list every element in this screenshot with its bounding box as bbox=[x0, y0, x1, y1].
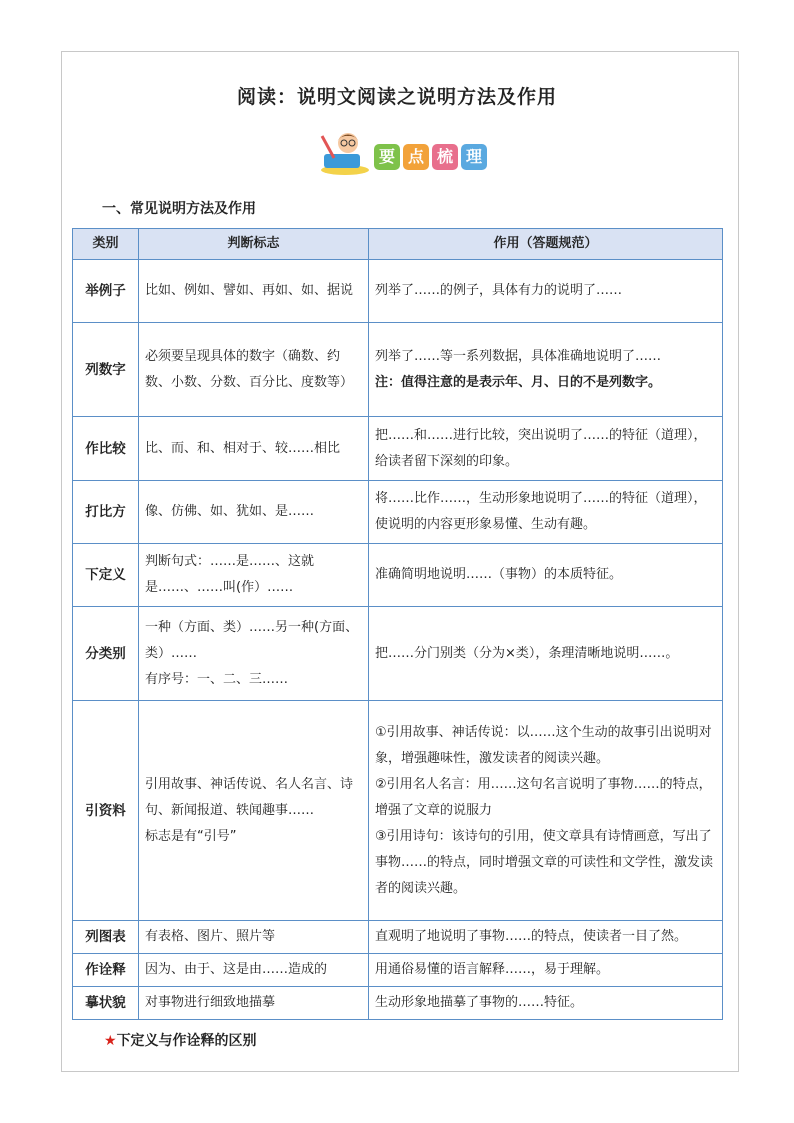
method-effect bbox=[369, 607, 723, 701]
effect-text: 把……分门别类（分为×类），条理清晰地说明……。 bbox=[375, 645, 679, 661]
method-markers bbox=[139, 481, 369, 544]
method-markers bbox=[139, 921, 369, 954]
method-effect bbox=[369, 544, 723, 607]
header-effect: 作用（答题规范） bbox=[369, 229, 723, 260]
marker-text: 对事物进行细致地描摹 bbox=[145, 995, 276, 1010]
table-row bbox=[73, 701, 723, 921]
effect-text: 列举了……的例子，具体有力的说明了…… bbox=[375, 283, 623, 298]
method-effect bbox=[369, 954, 723, 987]
header-markers: 判断标志 bbox=[139, 229, 369, 260]
badge-char: 要 bbox=[374, 144, 400, 170]
method-effect bbox=[369, 417, 723, 481]
method-effect bbox=[369, 323, 723, 417]
marker-text: 比、而、和、相对于、较……相比 bbox=[145, 440, 341, 456]
table-row bbox=[73, 607, 723, 701]
table-row bbox=[73, 481, 723, 544]
method-effect bbox=[369, 481, 723, 544]
method-effect bbox=[369, 987, 723, 1020]
method-category: 列数字 bbox=[73, 323, 139, 417]
method-effect bbox=[369, 260, 723, 323]
marker-text: 比如、例如、譬如、再如、如、据说 bbox=[145, 283, 354, 298]
marker-text: 有表格、图片、照片等 bbox=[145, 929, 276, 944]
method-category: 列图表 bbox=[73, 921, 139, 954]
footer-note-text: 下定义与作诠释的区别 bbox=[116, 1033, 257, 1049]
method-category: 举例子 bbox=[73, 260, 139, 323]
effect-text: 用通俗易懂的语言解释……，易于理解。 bbox=[375, 962, 610, 977]
effect-text: 把……和……进行比较，突出说明了……的特征（道理），给读者留下深刻的印象。 bbox=[375, 427, 707, 469]
marker-text: 有序号：一、二、三…… bbox=[145, 671, 289, 687]
effect-text: 直观明了地说明了事物……的特点，使读者一目了然。 bbox=[375, 929, 688, 944]
explanation-methods-table bbox=[72, 228, 723, 1020]
effect-text: ②引用名人名言：用……这句名言说明了事物……的特点，增强了文章的说服力 bbox=[375, 776, 712, 818]
marker-text: 因为、由于、这是由……造成的 bbox=[145, 962, 328, 977]
method-effect bbox=[369, 921, 723, 954]
method-markers bbox=[139, 954, 369, 987]
method-markers bbox=[139, 987, 369, 1020]
table-row bbox=[73, 987, 723, 1020]
effect-text: 列举了……等一系列数据，具体准确地说明了…… bbox=[375, 348, 662, 364]
method-category: 分类别 bbox=[73, 607, 139, 701]
student-writing-icon bbox=[318, 128, 372, 176]
table-header-row bbox=[73, 229, 723, 260]
method-effect bbox=[369, 701, 723, 921]
method-category: 作诠释 bbox=[73, 954, 139, 987]
marker-text: 标志是有“引号” bbox=[145, 828, 237, 844]
page-title: 阅读：说明文阅读之说明方法及作用 bbox=[236, 86, 557, 108]
method-category: 引资料 bbox=[73, 701, 139, 921]
marker-text: 一种（方面、类）……另一种(方面、类）…… bbox=[145, 619, 359, 661]
method-markers bbox=[139, 544, 369, 607]
badge-char: 点 bbox=[403, 144, 429, 170]
method-category: 下定义 bbox=[73, 544, 139, 607]
effect-text: 生动形象地描摹了事物的……特征。 bbox=[375, 995, 584, 1010]
marker-text: 像、仿佛、如、犹如、是…… bbox=[145, 504, 315, 519]
badge-char: 理 bbox=[461, 144, 487, 170]
footer-note bbox=[104, 1030, 257, 1050]
method-markers bbox=[139, 607, 369, 701]
marker-text: 必须要呈现具体的数字（确数、约数、小数、分数、百分比、度数等） bbox=[145, 348, 354, 390]
effect-text: ①引用故事、神话传说：以……这个生动的故事引出说明对象，增强趣味性，激发读者的阅读兴趣。 bbox=[375, 724, 712, 766]
method-markers bbox=[139, 260, 369, 323]
badge-char: 梳 bbox=[432, 144, 458, 170]
table-body bbox=[73, 260, 723, 1020]
method-category: 打比方 bbox=[73, 481, 139, 544]
table-row bbox=[73, 417, 723, 481]
method-markers bbox=[139, 323, 369, 417]
method-markers bbox=[139, 701, 369, 921]
effect-text: ③引用诗句：该诗句的引用，使文章具有诗情画意，写出了事物……的特点，同时增强文章的可读性和文学性，激发读者的阅读兴趣。 bbox=[375, 828, 714, 896]
marker-text: 引用故事、神话传说、名人名言、诗句、新闻报道、轶闻趣事…… bbox=[145, 776, 354, 818]
table-row bbox=[73, 921, 723, 954]
key-points-banner bbox=[318, 128, 502, 176]
table-row bbox=[73, 954, 723, 987]
marker-text: 判断句式：……是……、这就是……、……叫(作）…… bbox=[145, 554, 315, 595]
table-row bbox=[73, 260, 723, 323]
effect-text: 准确简明地说明……（事物）的本质特征。 bbox=[375, 567, 623, 582]
effect-note: 注：值得注意的是表示年、月、日的不是列数字。 bbox=[375, 374, 662, 390]
section-heading: 一、常见说明方法及作用 bbox=[102, 201, 256, 217]
table-row bbox=[73, 544, 723, 607]
method-category: 摹状貌 bbox=[73, 987, 139, 1020]
star-icon: ★ bbox=[104, 1033, 117, 1049]
table-row bbox=[73, 323, 723, 417]
badge-row bbox=[374, 144, 487, 170]
method-category: 作比较 bbox=[73, 417, 139, 481]
method-markers bbox=[139, 417, 369, 481]
header-category: 类别 bbox=[73, 229, 139, 260]
effect-text: 将……比作……，生动形象地说明了……的特征（道理），使说明的内容更形象易懂、生动有趣。 bbox=[375, 491, 707, 532]
